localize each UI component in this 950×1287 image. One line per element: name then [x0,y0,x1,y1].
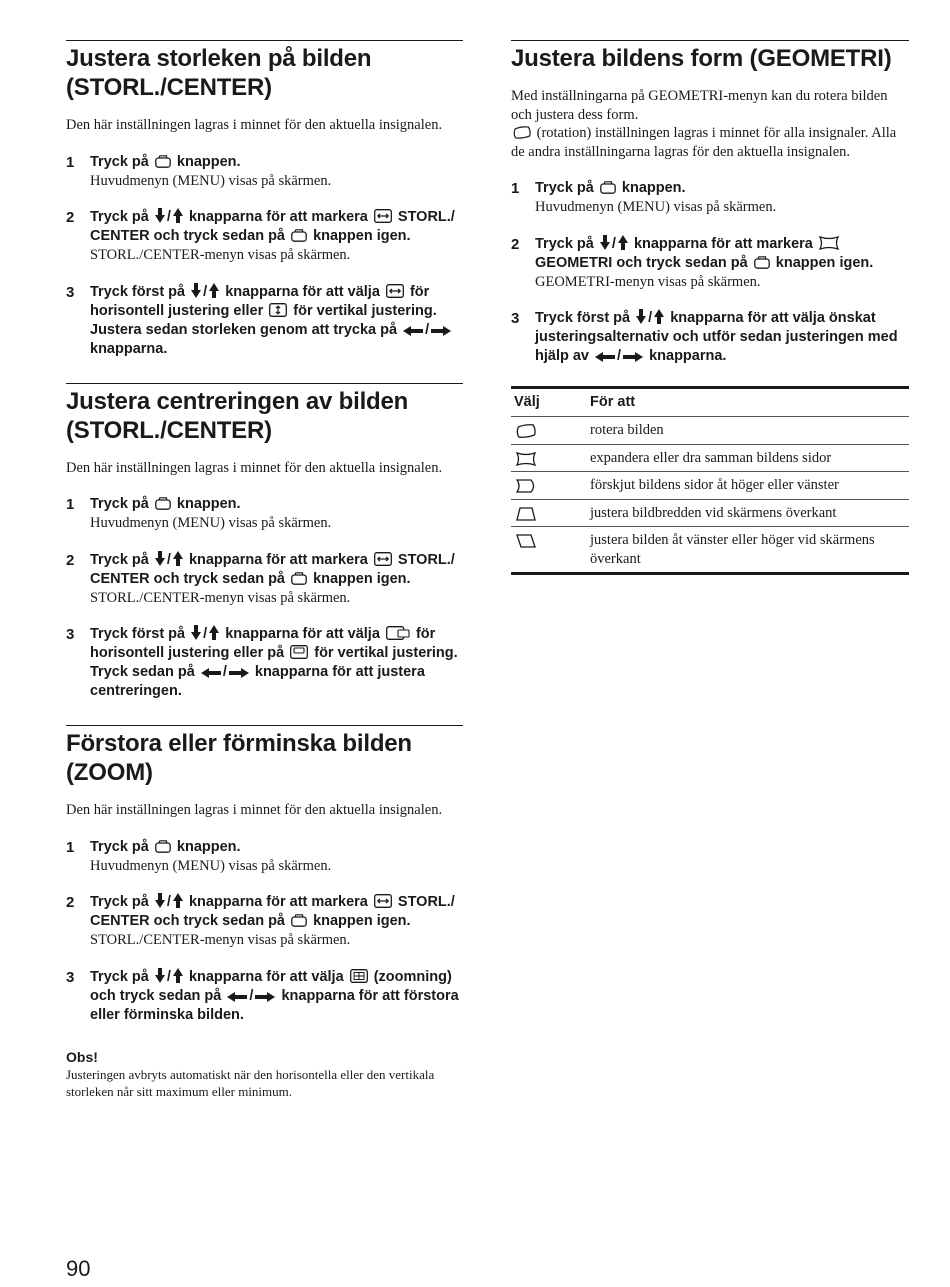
step-number: 2 [511,235,520,253]
step-number: 1 [66,496,75,513]
up-arrow-icon [173,551,183,566]
step-number: 2 [66,209,75,226]
size-center-icon [374,894,392,908]
section-title: Justera storleken på bilden (STORL./CENTER) [66,45,372,101]
down-arrow-icon [155,208,165,223]
zoom-icon [350,969,368,983]
step-result: Huvudmenyn (MENU) visas på skärmen. [90,857,332,874]
page-number: 90 [66,1256,91,1281]
section-size [66,40,463,359]
step-1 [511,179,909,217]
menu-button-icon [155,497,171,510]
step-number: 1 [66,838,75,856]
intro-paragraph: Med inställningarna på GEOMETRI-menyn kan du rotera bilden och justera dess form. [511,88,888,123]
step-list [511,179,909,366]
table-row [511,416,909,444]
menu-button-icon [291,572,307,585]
v-size-icon [269,303,287,317]
down-arrow-icon [155,968,165,983]
up-arrow-icon [173,893,183,908]
table-cell: rotera bilden [590,422,664,438]
step-instruction: Tryck först på / knapparna för att välja önskat justeringsalternativ och utför sedan justeringen med hjälp av / knapparna. [535,310,898,364]
up-arrow-icon [209,625,219,640]
up-arrow-icon [618,235,628,250]
down-arrow-icon [155,893,165,908]
rotation-icon [516,424,536,438]
step-3 [66,968,463,1025]
table-header [511,389,909,416]
section-intro: Den här inställningen lagras i minnet för den aktuella insignalen. [66,459,443,476]
step-instruction: Tryck först på / knapparna för att välja för horisontell justering eller på för vertikal justering. Tryck sedan på / knapparna för att justera centreringen. [90,626,458,699]
intro-paragraph: (rotation) inställningen lagras i minnet för alla insignaler. Alla de andra inställningarna lagras för den aktuella insignalen. [511,125,897,160]
step-instruction: Tryck först på / knapparna för att välja för horisontell justering eller för vertikal justering. Justera sedan storleken genom att trycka på / knapparna. [90,283,463,359]
section-geometry [511,40,909,575]
step-list [66,495,463,701]
section-zoom [66,725,463,1100]
table-cell: förskjut bildens sidor åt höger eller vänster [590,477,839,493]
step-result: Huvudmenyn (MENU) visas på skärmen. [535,199,777,215]
section-center [66,383,463,702]
step-instruction: Tryck på knappen. [90,838,241,855]
up-arrow-icon [173,208,183,223]
menu-button-icon [291,229,307,242]
up-arrow-icon [209,283,219,298]
menu-button-icon [754,256,770,269]
step-number: 3 [66,626,75,643]
table-row [511,526,909,572]
notes-text: Justeringen avbryts automatiskt när den horisontella eller den vertikala storleken når sitt maximum eller minimum. [66,1066,435,1099]
step-instruction: Tryck på knappen. [90,153,241,170]
step-3 [511,309,909,366]
section-title: Justera centreringen av bilden (STORL./CENTER) [66,387,409,444]
header-col-purpose: För att [590,394,636,410]
pin-balance-icon [516,479,536,493]
down-arrow-icon [191,625,201,640]
right-arrow-icon [255,992,275,1002]
header-col-select: Välj [514,394,540,410]
step-instruction: Tryck på / knapparna för att välja (zoomning) och tryck sedan på / knapparna för att förstora eller förminska bilden. [90,968,459,1023]
section-intro: Den här inställningen lagras i minnet för den aktuella insignalen. [66,117,443,133]
step-number: 3 [511,310,520,327]
step-number: 1 [66,153,75,171]
v-center-icon [290,645,308,659]
up-arrow-icon [654,309,664,324]
step-2 [66,208,463,265]
left-column [66,40,463,1100]
menu-button-icon [155,155,171,168]
down-arrow-icon [600,235,610,250]
table-cell: justera bildbredden vid skärmens överkant [590,504,837,521]
step-2 [66,551,463,608]
key-balance-icon [516,534,536,548]
size-center-icon [374,209,392,223]
section-intro: Den här inställningen lagras i minnet för den aktuella insignalen. [66,802,443,818]
table-row [511,471,909,499]
up-arrow-icon [173,968,183,983]
table-row [511,444,909,472]
step-instruction: Tryck på knappen. [90,496,241,512]
step-number: 3 [66,968,75,986]
right-arrow-icon [229,668,249,678]
step-result: Huvudmenyn (MENU) visas på skärmen. [90,172,332,189]
right-arrow-icon [431,326,451,336]
down-arrow-icon [155,551,165,566]
step-instruction: Tryck på / knapparna för att markera STORL./ CENTER och tryck sedan på knappen igen. [90,894,455,929]
step-number: 2 [66,551,75,569]
step-1 [66,838,463,876]
h-size-icon [386,284,404,298]
pincushion-icon [516,452,536,466]
step-instruction: Tryck på / knapparna för att markera STORL./ CENTER och tryck sedan på knappen igen. [90,209,455,244]
down-arrow-icon [191,283,201,298]
step-result: STORL./CENTER-menyn visas på skärmen. [90,589,351,606]
left-arrow-icon [201,668,221,678]
step-result: STORL./CENTER-menyn visas på skärmen. [90,247,351,263]
right-arrow-icon [623,352,643,362]
step-result: GEOMETRI-menyn visas på skärmen. [535,273,761,290]
step-result: STORL./CENTER-menyn visas på skärmen. [90,932,351,948]
step-2 [66,893,463,950]
step-3 [66,283,463,359]
down-arrow-icon [636,309,646,324]
menu-button-icon [155,840,171,853]
keystone-icon [516,507,536,521]
step-number: 3 [66,283,75,301]
step-1 [66,495,463,533]
section-title: Förstora eller förminska bilden (ZOOM) [66,730,412,786]
geometry-table [511,386,909,575]
rotation-icon [513,126,531,139]
left-arrow-icon [403,326,423,336]
right-column [511,40,909,575]
step-list [66,838,463,1025]
size-center-icon [374,552,392,566]
step-1 [66,153,463,191]
left-arrow-icon [227,992,247,1002]
table-row [511,499,909,527]
notes-title: Obs! [66,1048,98,1065]
section-intro [511,87,909,161]
left-arrow-icon [595,352,615,362]
table-cell: expandera eller dra samman bildens sidor [590,449,832,466]
step-instruction: Tryck på knappen. [535,180,686,196]
notes [66,1049,463,1100]
section-title: Justera bildens form (GEOMETRI) [511,45,892,72]
step-list [66,153,463,359]
step-3 [66,625,463,701]
step-instruction: Tryck på / knapparna för att markera GEOMETRI och tryck sedan på knappen igen. [535,235,874,271]
menu-button-icon [600,181,616,194]
menu-button-icon [291,914,307,927]
table-cell: justera bilden åt vänster eller höger vid skärmens överkant [590,532,875,567]
step-number: 2 [66,894,75,911]
step-instruction: Tryck på / knapparna för att markera STORL./ CENTER och tryck sedan på knappen igen. [90,551,455,587]
geometry-icon [819,236,839,250]
step-2 [511,235,909,292]
step-number: 1 [511,180,520,197]
h-center-icon [386,626,410,640]
step-result: Huvudmenyn (MENU) visas på skärmen. [90,515,332,531]
